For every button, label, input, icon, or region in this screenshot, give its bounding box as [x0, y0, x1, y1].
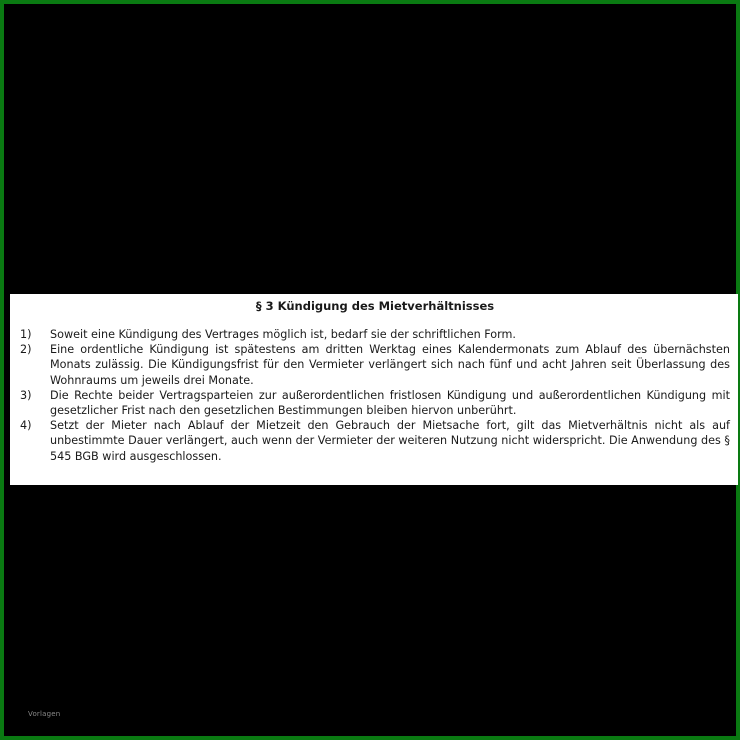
clause-item	[20, 418, 730, 464]
clause-text: Die Rechte beider Vertragsparteien zur außerordentlichen fristlosen Kündigung und außerordentlichen Kündigung mit gesetzlicher Frist nach den gesetzlichen Bestimmungen bleiben hiervon unberührt.	[50, 388, 730, 418]
clause-text: Eine ordentliche Kündigung ist spätestens am dritten Werktag eines Kalendermonats zum Ablauf des übernächsten Monats zulässig. Die Kündigungsfrist für den Vermieter verlängert sich nach fünf und acht Jahren seit Überlassung des Wohnraums um jeweils drei Monate.	[50, 343, 730, 387]
watermark-text: Vorlagen	[28, 710, 61, 718]
clause-item	[20, 342, 730, 388]
clause-number: 4)	[20, 419, 32, 433]
clause-item	[20, 327, 730, 342]
clause-item	[20, 388, 730, 418]
clause-text: Setzt der Mieter nach Ablauf der Mietzeit den Gebrauch der Mietsache fort, gilt das Mietverhältnis nicht als auf unbestimmte Dauer verlängert, auch wenn der Vermieter der weiteren Nutzung nicht widerspricht. Die Anwendung des § 545 BGB wird ausgeschlossen.	[50, 419, 730, 463]
section-title: § 3 Kündigung des Mietverhältnisses	[255, 299, 495, 313]
clause-number: 3)	[20, 388, 32, 402]
clause-text: Soweit eine Kündigung des Vertrages möglich ist, bedarf sie der schriftlichen Form.	[50, 328, 516, 341]
document-excerpt	[10, 294, 738, 485]
clause-list	[20, 327, 730, 464]
clause-number: 2)	[20, 343, 32, 357]
clause-number: 1)	[20, 328, 32, 341]
